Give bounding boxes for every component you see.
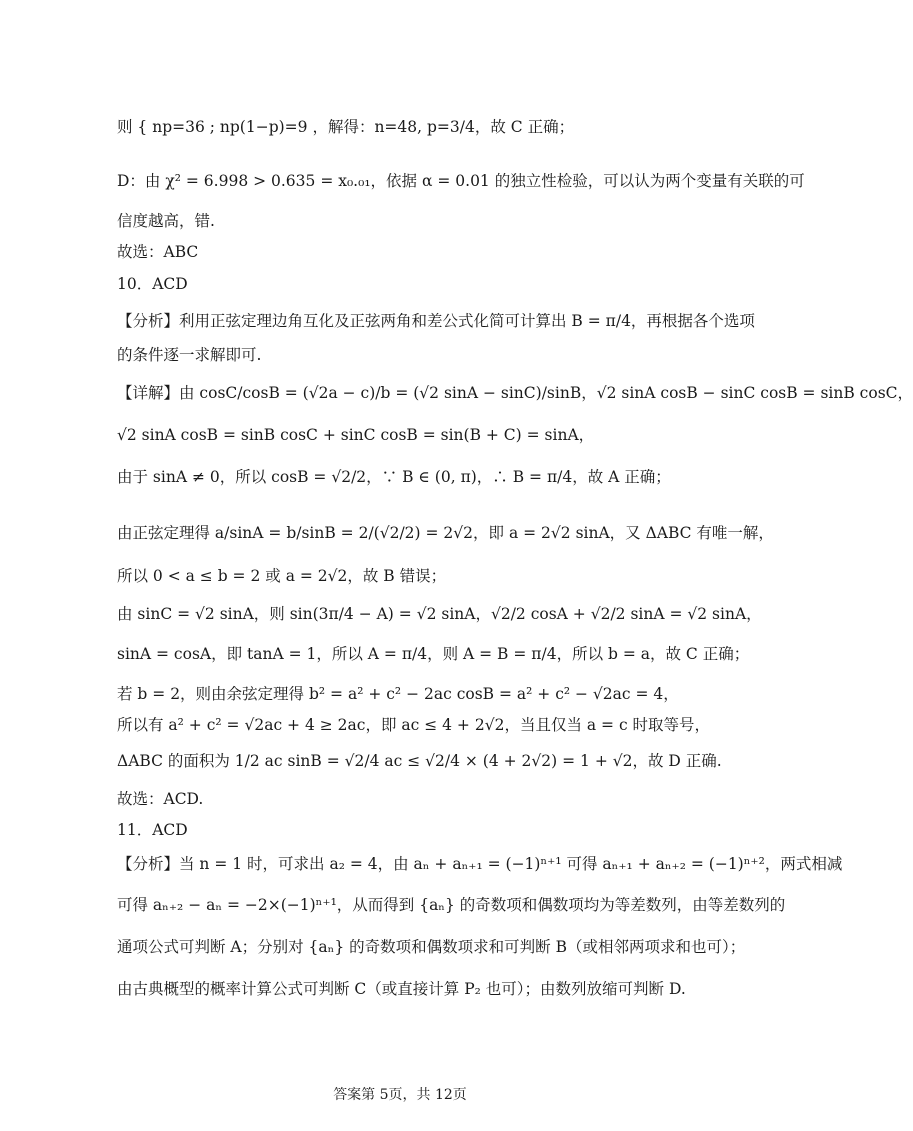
- text-line: 由于 sinA ≠ 0，所以 cosB = √2/2，∵ B ∈ (0, π)，∴ B = π/4，故 A 正确；: [117, 468, 671, 486]
- text-line: 10．ACD: [117, 275, 188, 293]
- text-line: sinA = cosA，即 tanA = 1，所以 A = π/4，则 A = B = π/4，所以 b = a，故 C 正确；: [117, 645, 750, 663]
- text-line: 的条件逐一求解即可.: [117, 346, 262, 364]
- text-line: 则 { np=36 ; np(1−p)=9 ，解得：n=48, p=3/4，故 C 正确；: [117, 118, 575, 136]
- text-line: 【分析】当 n = 1 时，可求出 a₂ = 4，由 aₙ + aₙ₊₁ = (−1)ⁿ⁺¹ 可得 aₙ₊₁ + aₙ₊₂ = (−1)ⁿ⁺²，两式相减: [117, 855, 843, 873]
- text-line: 故选：ABC: [117, 243, 199, 261]
- text-line: 故选：ACD.: [117, 790, 204, 808]
- text-line: 由古典概型的概率计算公式可判断 C（或直接计算 P₂ 也可）；由数列放缩可判断 D.: [117, 980, 686, 998]
- text-line: 信度越高，错.: [117, 212, 215, 230]
- text-line: 由 sinC = √2 sinA，则 sin(3π/4 − A) = √2 sinA，√2/2 cosA + √2/2 sinA = √2 sinA，: [117, 605, 762, 623]
- page-footer: 答案第 5页，共 12页: [333, 1087, 467, 1103]
- text-line: 所以有 a² + c² = √2ac + 4 ≥ 2ac，即 ac ≤ 4 + 2√2，当且仅当 a = c 时取等号，: [117, 716, 711, 734]
- text-line: 11．ACD: [117, 821, 188, 839]
- text-line: 由正弦定理得 a/sinA = b/sinB = 2/(√2/2) = 2√2，即 a = 2√2 sinA，又 ΔABC 有唯一解，: [117, 524, 774, 542]
- text-line: 所以 0 < a ≤ b = 2 或 a = 2√2，故 B 错误；: [117, 567, 447, 585]
- text-line: ΔABC 的面积为 1/2 ac sinB = √2/4 ac ≤ √2/4 × (4 + 2√2) = 1 + √2，故 D 正确.: [117, 752, 722, 770]
- text-line: 通项公式可判断 A；分别对 {aₙ} 的奇数项和偶数项求和可判断 B（或相邻两项求和也可）；: [117, 938, 746, 956]
- text-line: 若 b = 2，则由余弦定理得 b² = a² + c² − 2ac cosB = a² + c² − √2ac = 4，: [117, 685, 679, 703]
- text-line: √2 sinA cosB = sinB cosC + sinC cosB = sin(B + C) = sinA，: [117, 426, 595, 444]
- text-line: D：由 χ² = 6.998 > 0.635 = x₀.₀₁，依据 α = 0.01 的独立性检验，可以认为两个变量有关联的可: [117, 172, 805, 190]
- text-line: 【详解】由 cosC/cosB = (√2a − c)/b = (√2 sinA − sinC)/sinB，√2 sinA cosB − sinC cosB = sinB cosC，: [117, 384, 913, 402]
- text-line: 【分析】利用正弦定理边角互化及正弦两角和差公式化简可计算出 B = π/4，再根据各个选项: [117, 312, 755, 330]
- text-line: 可得 aₙ₊₂ − aₙ = −2×(−1)ⁿ⁺¹，从而得到 {aₙ} 的奇数项和偶数项均为等差数列，由等差数列的: [117, 896, 786, 914]
